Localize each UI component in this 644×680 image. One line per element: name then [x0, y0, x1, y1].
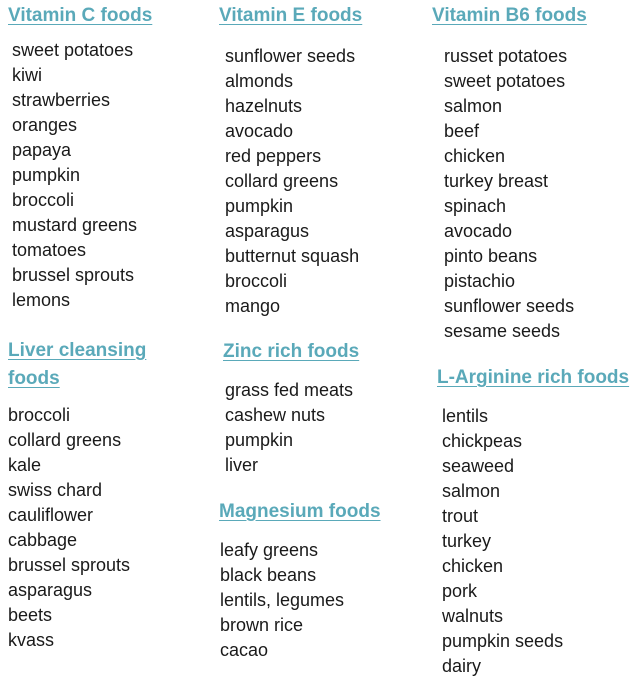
food-item: turkey	[442, 531, 492, 551]
food-item: chicken	[444, 146, 506, 166]
food-item: salmon	[442, 481, 501, 501]
zinc-list	[225, 378, 359, 478]
food-item: pumpkin seeds	[442, 631, 564, 651]
food-item: sweet potatoes	[444, 71, 566, 91]
l-arginine-list	[442, 404, 629, 679]
food-item: spinach	[444, 196, 507, 216]
food-item: kiwi	[12, 65, 42, 85]
vitamin-e-heading: Vitamin E foods	[219, 5, 363, 26]
food-item: papaya	[12, 140, 72, 160]
food-item: chickpeas	[442, 431, 523, 451]
section-liver-cleansing	[8, 337, 146, 653]
food-item: kvass	[8, 630, 55, 650]
food-item: broccoli	[8, 405, 71, 425]
food-item: avocado	[225, 121, 294, 141]
zinc-heading: Zinc rich foods	[223, 341, 360, 362]
food-item: dairy	[442, 656, 482, 676]
food-item: broccoli	[225, 271, 288, 291]
food-item: salmon	[444, 96, 503, 116]
food-item: brussel sprouts	[12, 265, 135, 285]
section-magnesium	[219, 498, 381, 663]
food-item: almonds	[225, 71, 294, 91]
food-item: collard greens	[8, 430, 122, 450]
food-item: asparagus	[225, 221, 310, 241]
liver-cleansing-heading	[8, 337, 146, 393]
food-item: black beans	[220, 565, 317, 585]
food-item: pork	[442, 581, 478, 601]
food-item: cabbage	[8, 530, 78, 550]
food-item: lentils	[442, 406, 489, 426]
food-item: trout	[442, 506, 479, 526]
section-vitamin-c	[8, 2, 152, 313]
food-item: hazelnuts	[225, 96, 303, 116]
liver-cleansing-heading-line1: Liver cleansing	[8, 340, 147, 361]
food-item: cauliflower	[8, 505, 94, 525]
food-item: lentils, legumes	[220, 590, 345, 610]
vitamin-e-list	[225, 44, 362, 319]
food-item: pumpkin	[12, 165, 81, 185]
food-item: walnuts	[442, 606, 504, 626]
vitamin-b6-heading: Vitamin B6 foods	[432, 5, 587, 26]
food-item: asparagus	[8, 580, 93, 600]
section-l-arginine	[437, 364, 629, 679]
food-item: seaweed	[442, 456, 515, 476]
food-item: butternut squash	[225, 246, 360, 266]
l-arginine-heading: L-Arginine rich foods	[437, 367, 630, 388]
food-item: beets	[8, 605, 53, 625]
liver-cleansing-list	[8, 403, 146, 653]
food-item: turkey breast	[444, 171, 549, 191]
food-item: pistachio	[444, 271, 516, 291]
food-item: grass fed meats	[225, 380, 354, 400]
food-item: leafy greens	[220, 540, 319, 560]
liver-cleansing-heading-line2: foods	[8, 368, 60, 389]
vitamin-c-heading: Vitamin C foods	[8, 5, 153, 26]
food-item: lemons	[12, 290, 71, 310]
vitamin-b6-list	[444, 44, 587, 344]
magnesium-list	[220, 538, 381, 663]
food-item: sunflower seeds	[225, 46, 356, 66]
food-item: tomatoes	[12, 240, 87, 260]
food-item: chicken	[442, 556, 504, 576]
food-item: pinto beans	[444, 246, 538, 266]
food-item: avocado	[444, 221, 513, 241]
food-item: liver	[225, 455, 259, 475]
food-item: pumpkin	[225, 430, 294, 450]
food-item: kale	[8, 455, 42, 475]
food-item: brown rice	[220, 615, 304, 635]
food-item: cacao	[220, 640, 269, 660]
food-item: russet potatoes	[444, 46, 568, 66]
food-item: sweet potatoes	[12, 40, 134, 60]
section-zinc	[223, 338, 359, 478]
food-item: sunflower seeds	[444, 296, 575, 316]
food-item: collard greens	[225, 171, 339, 191]
food-item: pumpkin	[225, 196, 294, 216]
food-item: red peppers	[225, 146, 322, 166]
food-item: sesame seeds	[444, 321, 561, 341]
food-item: beef	[444, 121, 480, 141]
food-item: mustard greens	[12, 215, 138, 235]
magnesium-heading: Magnesium foods	[219, 501, 381, 522]
food-item: mango	[225, 296, 281, 316]
section-vitamin-b6	[432, 2, 587, 344]
food-item: strawberries	[12, 90, 111, 110]
food-item: brussel sprouts	[8, 555, 131, 575]
food-item: oranges	[12, 115, 78, 135]
food-item: broccoli	[12, 190, 75, 210]
vitamin-c-list	[12, 38, 152, 313]
food-item: cashew nuts	[225, 405, 326, 425]
food-item: swiss chard	[8, 480, 103, 500]
section-vitamin-e	[219, 2, 362, 319]
